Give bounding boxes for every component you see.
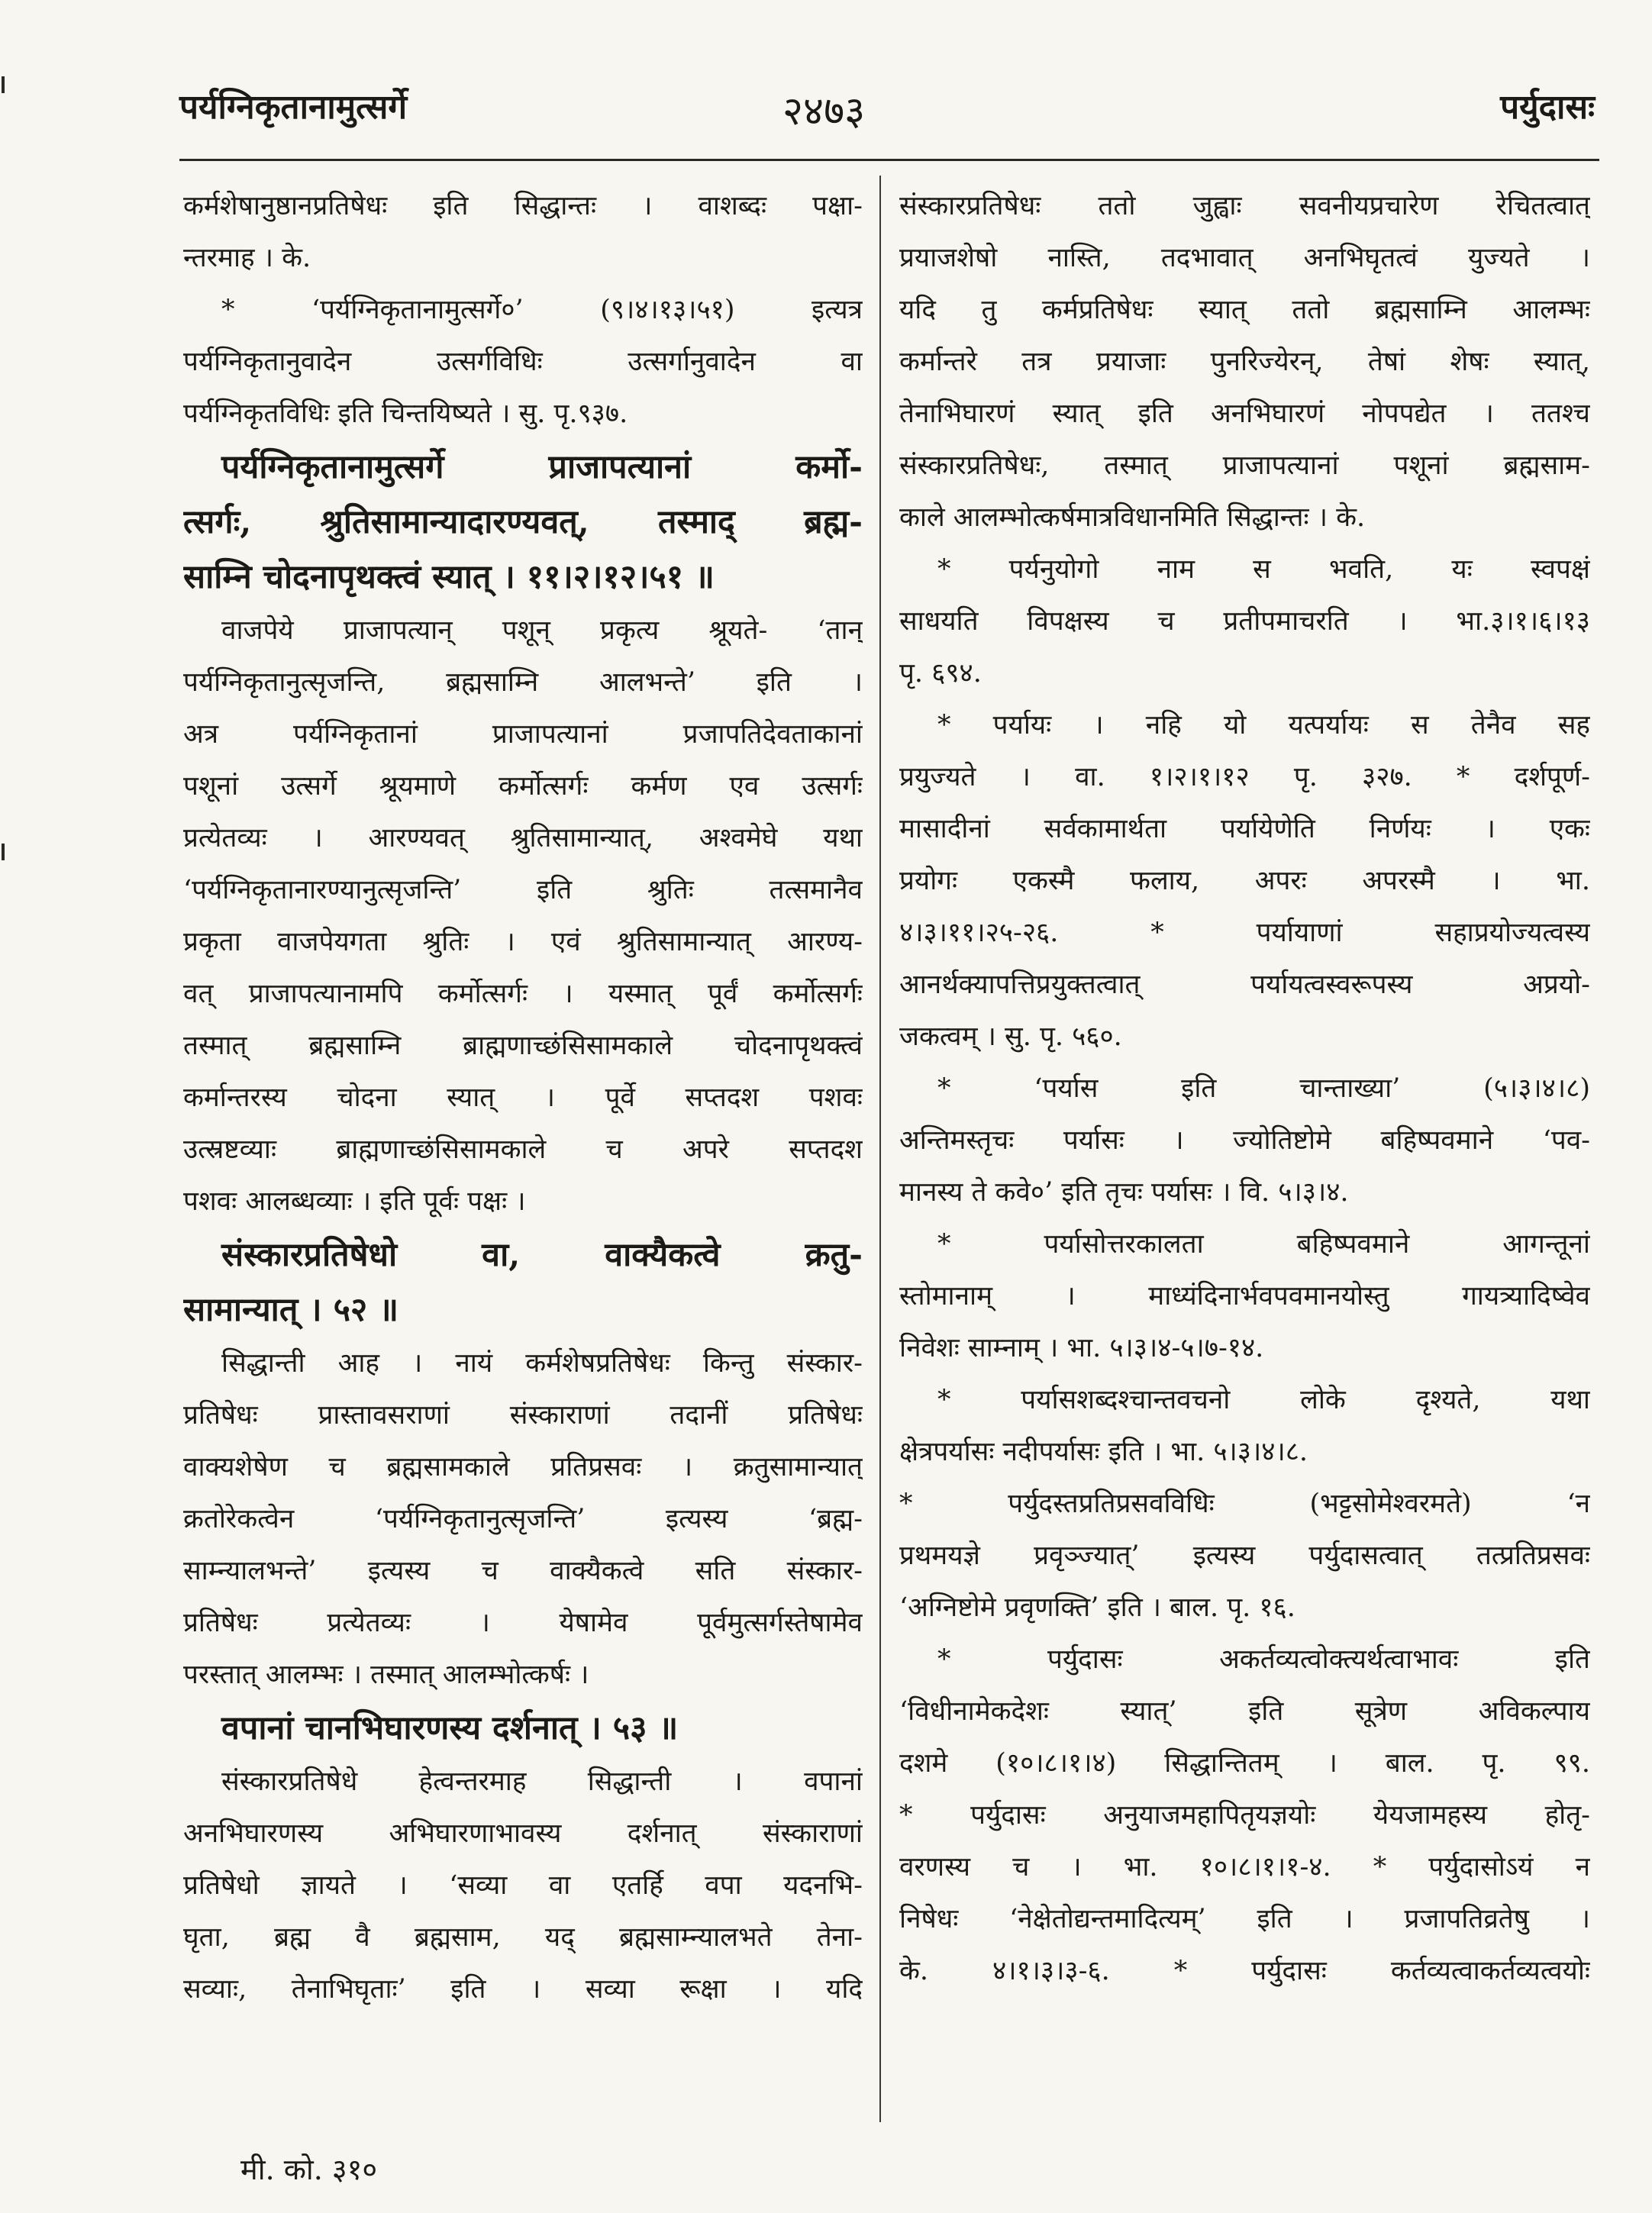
text-line: तेनाभिघारणं स्यात् इति अनभिघारणं नोपपद्येत । ततश्च bbox=[899, 398, 1590, 429]
scan-edge-mark bbox=[2, 844, 5, 860]
entry-line: * ‘पर्यास इति चान्ताख्या’ (५।३।४।८) bbox=[937, 1073, 1590, 1104]
text-line: ‘अग्निष्टोमे प्रवृणक्ति’ इति । बाल. पृ. १६. bbox=[899, 1592, 1295, 1623]
text-line: कर्मान्तरस्य चोदना स्यात् । पूर्वे सप्तदश पशवः bbox=[183, 1082, 863, 1113]
text-line: वाजपेये प्राजापत्यान् पशून् प्रकृत्य श्रूयते- ‘तान् bbox=[221, 615, 863, 646]
text-line: कर्मान्तरे तत्र प्रयाजाः पुनरिज्येरन्, तेषां शेषः स्यात्, bbox=[899, 347, 1590, 377]
scan-edge-mark bbox=[2, 76, 5, 93]
text-line: परस्तात् आलम्भः । तस्मात् आलम्भोत्कर्षः । bbox=[183, 1660, 589, 1690]
text-line: संस्कारप्रतिषेधः ततो जुह्वाः सवनीयप्रचारेण रेचितत्वात् bbox=[899, 191, 1590, 221]
entry-line: * पर्युदस्तप्रतिप्रसवविधिः (भट्टसोमेश्वरमते) ‘न bbox=[899, 1489, 1590, 1519]
text-line: जकत्वम् । सु. पृ. ५६०. bbox=[899, 1021, 1122, 1052]
text-line: अत्र पर्यग्निकृतानां प्राजापत्यानां प्रजापतिदेवताकानां bbox=[183, 719, 863, 750]
text-line: पर्यग्निकृतानुवादेन उत्सर्गविधिः उत्सर्गानुवादेन वा bbox=[183, 347, 863, 377]
right-column bbox=[899, 180, 1590, 2127]
text-line: मानस्य ते कवे०’ इति तृचः पर्यासः । वि. ५।३।४. bbox=[899, 1177, 1349, 1208]
entry-line: * पर्यासोत्तरकालता बहिष्पवमाने आगन्तूनां bbox=[937, 1229, 1590, 1260]
entry-line: * पर्युदासः अकर्तव्यत्वोक्त्यर्थत्वाभावः इति bbox=[937, 1644, 1590, 1675]
entry-line: * ‘पर्यग्निकृतानामुत्सर्गे०’ (९।४।१३।५१) इत्यत्र bbox=[221, 295, 863, 325]
text-line: न्तरमाह । के. bbox=[183, 243, 311, 273]
running-head-right: पर्युदासः bbox=[1500, 88, 1595, 127]
text-line: क्षेत्रपर्यासः नदीपर्यासः इति । भा. ५।३।४।८. bbox=[899, 1437, 1308, 1467]
text-line: प्रयोगः एकस्मै फलाय, अपरः अपरस्मै । भा. bbox=[899, 866, 1590, 896]
text-line: प्रयाजशेषो नास्ति, तदभावात् अनभिघृतत्वं युज्यते । bbox=[899, 243, 1590, 273]
header-rule bbox=[179, 159, 1599, 161]
text-line: ४।३।११।२५-२६. * पर्यायाणां सहाप्रयोज्यत्वस्य bbox=[899, 918, 1590, 948]
text-line: अनभिघारणस्य अभिघारणाभावस्य दर्शनात् संस्काराणां bbox=[183, 1818, 863, 1849]
text-line: ‘विधीनामेकदेशः स्यात्’ इति सूत्रेण अविकल्पाय bbox=[899, 1696, 1590, 1727]
signature-mark: मी. को. ३१० bbox=[240, 2153, 378, 2186]
text-line: प्रतिषेधः प्रत्येतव्यः । येषामेव पूर्वमुत्सर्गस्तेषामेव bbox=[183, 1608, 863, 1638]
text-line: वत् प्राजापत्यानामपि कर्मोत्सर्गः । यस्मात् पूर्वं कर्मोत्सर्गः bbox=[183, 979, 863, 1009]
text-line: क्रतोरेकत्वेन ‘पर्यग्निकृतानुत्सृजन्ति’ इत्यस्य ‘ब्रह्म- bbox=[183, 1504, 863, 1534]
sutra-line: वपानां चानभिघारणस्य दर्शनात् । ५३ ॥ bbox=[221, 1709, 679, 1747]
sutra-line: सामान्यात् । ५२ ॥ bbox=[183, 1291, 399, 1329]
text-line: सव्याः, तेनाभिघृताः’ इति । सव्या रूक्षा । यदि bbox=[183, 1974, 863, 2005]
text-line: यदि तु कर्मप्रतिषेधः स्यात् ततो ब्रह्मसाम्नि आलम्भः bbox=[899, 295, 1590, 325]
running-head-left: पर्यग्निकृतानामुत्सर्गे bbox=[179, 88, 408, 127]
text-line: प्रथमयज्ञे प्रवृञ्ज्यात्’ इत्यस्य पर्युदासत्वात् तत्प्रतिप्रसवः bbox=[899, 1540, 1590, 1571]
text-line: अन्तिमस्तृचः पर्यासः । ज्योतिष्टोमे बहिष्पवमाने ‘पव- bbox=[899, 1125, 1590, 1156]
text-line: दशमे (१०।८।१।४) सिद्धान्तितम् । बाल. पृ. ९९. bbox=[899, 1748, 1590, 1779]
text-line: ‘पर्यग्निकृतानारण्यानुत्सृजन्ति’ इति श्रुतिः तत्समानैव bbox=[183, 875, 863, 905]
text-line: प्रतिषेधो ज्ञायते । ‘सव्या वा एतर्हि वपा यदनभि- bbox=[183, 1870, 863, 1901]
text-line: पर्यग्निकृतानुत्सृजन्ति, ब्रह्मसाम्नि आलभन्ते’ इति । bbox=[183, 667, 863, 698]
text-line: पशूनां उत्सर्गे श्रूयमाणे कर्मोत्सर्गः कर्मण एव उत्सर्गः bbox=[183, 771, 863, 802]
sutra-line: पर्यग्निकृतानामुत्सर्गे प्राजापत्यानां कर्मो- bbox=[221, 448, 863, 486]
text-line: प्रयुज्यते । वा. १।२।१।१२ पृ. ३२७. * दर्शपूर्ण- bbox=[899, 762, 1590, 792]
text-line: निषेधः ‘नेक्षेतोद्यन्तमादित्यम्’ इति । प्रजापतिव्रतेषु । bbox=[899, 1904, 1590, 1934]
text-line: वरणस्य च । भा. १०।८।१।१-४. * पर्युदासोऽयं न bbox=[899, 1852, 1590, 1882]
text-line: के. ४।१।३।३-६. * पर्युदासः कर्तव्यत्वाकर्तव्यत्वयोः bbox=[899, 1956, 1590, 1986]
text-line: पृ. ६९४. bbox=[899, 658, 982, 689]
text-line: वाक्यशेषेण च ब्रह्मसामकाले प्रतिप्रसवः । क्रतुसामान्यात् bbox=[183, 1452, 863, 1482]
entry-line: * पर्यासशब्दश्चान्तवचनो लोके दृश्यते, यथा bbox=[937, 1385, 1590, 1415]
page-number: २४७३ bbox=[782, 89, 866, 134]
sutra-line: साम्नि चोदनापृथक्त्वं स्यात् । ११।२।१२।५१ ॥ bbox=[183, 558, 715, 596]
column-divider bbox=[879, 176, 881, 2122]
text-line: पशवः आलब्धव्याः । इति पूर्वः पक्षः । bbox=[183, 1186, 526, 1217]
text-line: मासादीनां सर्वकामार्थता पर्यायेणेति निर्णयः । एकः bbox=[899, 814, 1590, 844]
text-line: प्रत्येतव्यः । आरण्यवत् श्रुतिसामान्यात्, अश्वमेघे यथा bbox=[183, 823, 863, 853]
text-line: साधयति विपक्षस्य च प्रतीपमाचरति । भा.३।१।६।१३ bbox=[899, 606, 1590, 637]
text-line: आनर्थक्यापत्तिप्रयुक्तत्वात् पर्यायत्वस्वरूपस्य अप्रयो- bbox=[899, 969, 1590, 1000]
text-line: संस्कारप्रतिषेधः, तस्मात् प्राजापत्यानां पशूनां ब्रह्मसाम- bbox=[899, 450, 1590, 481]
text-line: सिद्धान्ती आह । नायं कर्मशेषप्रतिषेधः किन्तु संस्कार- bbox=[221, 1348, 863, 1379]
text-line: कर्मशेषानुष्ठानप्रतिषेधः इति सिद्धान्तः । वाशब्दः पक्षा- bbox=[183, 191, 863, 221]
text-line: तस्मात् ब्रह्मसाम्नि ब्राह्मणाच्छंसिसामकाले चोदनापृथक्त्वं bbox=[183, 1031, 863, 1061]
sutra-line: संस्कारप्रतिषेधो वा, वाक्यैकत्वे क्रतु- bbox=[221, 1236, 863, 1274]
entry-line: * पर्यायः । नहि यो यत्पर्यायः स तेनैव सह bbox=[937, 710, 1590, 740]
text-line: साम्न्यालभन्ते’ इत्यस्य च वाक्यैकत्वे सति संस्कार- bbox=[183, 1556, 863, 1586]
text-line: पर्यग्निकृतविधिः इति चिन्तयिष्यते । सु. पृ.९३७. bbox=[183, 398, 628, 429]
text-line: * पर्युदासः अनुयाजमहापितृयज्ञयोः येयजामहस्य होतृ- bbox=[899, 1800, 1590, 1831]
sutra-line: त्सर्गः, श्रुतिसामान्यादारण्यवत्, तस्माद् ब्रह्म- bbox=[183, 503, 863, 541]
text-line: संस्कारप्रतिषेधे हेत्वन्तरमाह सिद्धान्ती । वपानां bbox=[221, 1766, 863, 1797]
left-column bbox=[183, 180, 863, 2127]
text-line: प्रकृता वाजपेयगता श्रुतिः । एवं श्रुतिसामान्यात् आरण्य- bbox=[183, 927, 863, 957]
text-line: घृता, ब्रह्म वै ब्रह्मसाम, यद् ब्रह्मसाम्न्यालभते तेना- bbox=[183, 1922, 863, 1953]
entry-line: * पर्यनुयोगो नाम स भवति, यः स्वपक्षं bbox=[937, 554, 1590, 585]
text-line: उत्स्रष्टव्याः ब्राह्मणाच्छंसिसामकाले च अपरे सप्तदश bbox=[183, 1134, 863, 1165]
text-line: स्तोमानाम् । माध्यंदिनार्भवपवमानयोस्तु गायत्र्यादिष्वेव bbox=[899, 1281, 1590, 1311]
text-line: प्रतिषेधः प्रास्तावसराणां संस्काराणां तदानीं प्रतिषेधः bbox=[183, 1400, 863, 1431]
text-line: काले आलम्भोत्कर्षमात्रविधानमिति सिद्धान्तः । के. bbox=[899, 502, 1366, 533]
text-line: निवेशः साम्नाम् । भा. ५।३।४-५।७-१४. bbox=[899, 1333, 1264, 1363]
